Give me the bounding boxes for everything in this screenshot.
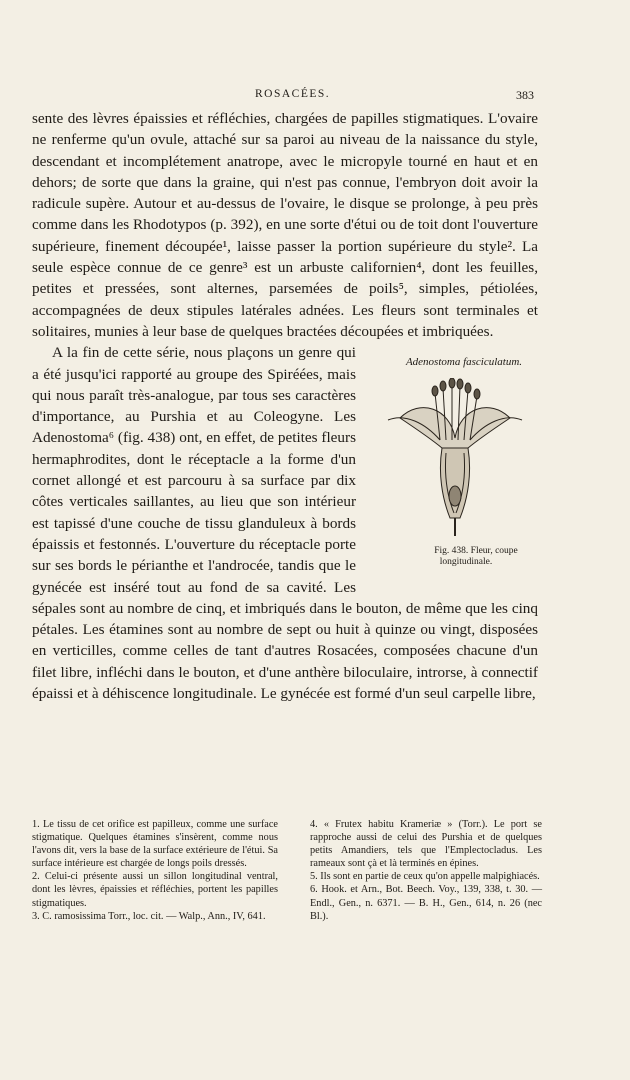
figure-caption — [396, 546, 536, 568]
figure-title: Adenostoma fasciculatum. — [405, 356, 523, 369]
footnote-6: 6. Hook. et Arn., Bot. Beech. Voy., 139, 338, t. 30. — Endl., Gen., n. 6371. — B. H., Gen., 614, n. 26 (nec Bl.). — [310, 884, 542, 922]
footnote-3: 3. C. ramosissima Torr., loc. cit. — Walp., Ann., IV, 641. — [32, 910, 266, 922]
footnotes-right-column — [310, 818, 542, 923]
running-head: ROSACÉES. — [255, 88, 331, 100]
footnote-2: 2. Celui-ci présente aussi un sillon longitudinal ventral, dont les lèvres, épaissies et réfléchies, portent les papilles stigmatiques. — [32, 871, 278, 909]
footnote-4: 4. « Frutex habitu Krameriæ » (Torr.). Le port se rapproche aussi de celui des Purshia et de quelques petits Amandiers, tels que l'Emplectocladus. Les rameaux sont çà et là terminés en épines. — [310, 819, 542, 870]
page-number: 383 — [516, 88, 534, 102]
paragraph-1: sente des lèvres épaissies et réfléchies, chargées de papilles stigmatiques. L'ovaire ne renferme qu'un ovule, attaché sur sa paroi au niveau de la naissance du style, descendant et incomplétement anatrope, avec le micropyle tourné en haut et en dehors; de sorte que dans la graine, qui n'est pas connue, l'embryon doit avoir la radicule supère. Autour et au-dessus de l'ovaire, le disque se prolonge, à peu près comme dans les Rhodotypos (p. 392), en une sorte d'étui ou de toit dont l'ouverture supérieure, finement découpée¹, laisse passer la portion supérieure du style². La seule espèce connue de ce genre³ est un arbuste californien⁴, dont les feuilles, petites et pressées, sont alternes, parsemées de poils⁵, simples, pétiolées, accompagnées de deux stipules latérales adnées. Les fleurs sont terminales et solitaires, munies à leur base de quelques bractées découpées et imbriquées. — [32, 110, 538, 340]
figure-caption-line-2: longitudinale. — [439, 557, 493, 568]
footnotes-left-column — [32, 818, 278, 923]
figure-caption-line-1: Fig. 438. Fleur, coupe — [434, 546, 518, 557]
figure-438 — [366, 342, 538, 584]
flower-section-illustration — [380, 378, 530, 538]
footnote-5: 5. Ils sont en partie de ceux qu'on appelle malpighiacés. — [310, 871, 540, 883]
footnote-1: 1. Le tissu de cet orifice est papilleux, comme une surface stigmatique. Quelques étamines s'insèrent, comme nous l'avons dit, vers la base de la surface extérieure de l'étui. Sa surface intérieure est chargée de longs poils dressés. — [32, 819, 278, 870]
main-text — [32, 108, 538, 704]
paragraph-2-text: A la fin de cette série, nous plaçons un genre qui a été jusqu'ici rapporté au groupe des Spiréées, mais qui nous paraît très-analogue, par tous ses caractères d'importance, au Purshia et au Coleogyne. Les Adenostoma⁶ (fig. 438) ont, en effet, de petites fleurs hermaphrodites, dont le réceptacle a la forme d'un cornet allongé et est parcouru à sa surface par dix côtes verticales saillantes, au lieu que son intérieur est tapissé d'une couche de tissu glanduleux à bords épaissis et festonnés. L'ouverture du réceptacle porte sur ses bords le périanthe et l'androcée, tandis que le gynécée est inséré tout au fond de sa cavité. Les sépales sont au nombre de cinq, et imbriqués dans le bouton, de même que les cinq pétales. Les étamines sont au nombre de sept ou huit à quinze ou vingt, disposées en verticilles, comme celles de tant d'autres Rosacées, composées chacune d'un filet libre, infléchi dans le bouton, et d'une anthère biloculaire, introrse, à connectif épaissi et à déhiscence longitudinale. Le gynécée est formé d'un seul carpelle libre, — [32, 344, 538, 703]
paragraph-2 — [32, 342, 538, 704]
